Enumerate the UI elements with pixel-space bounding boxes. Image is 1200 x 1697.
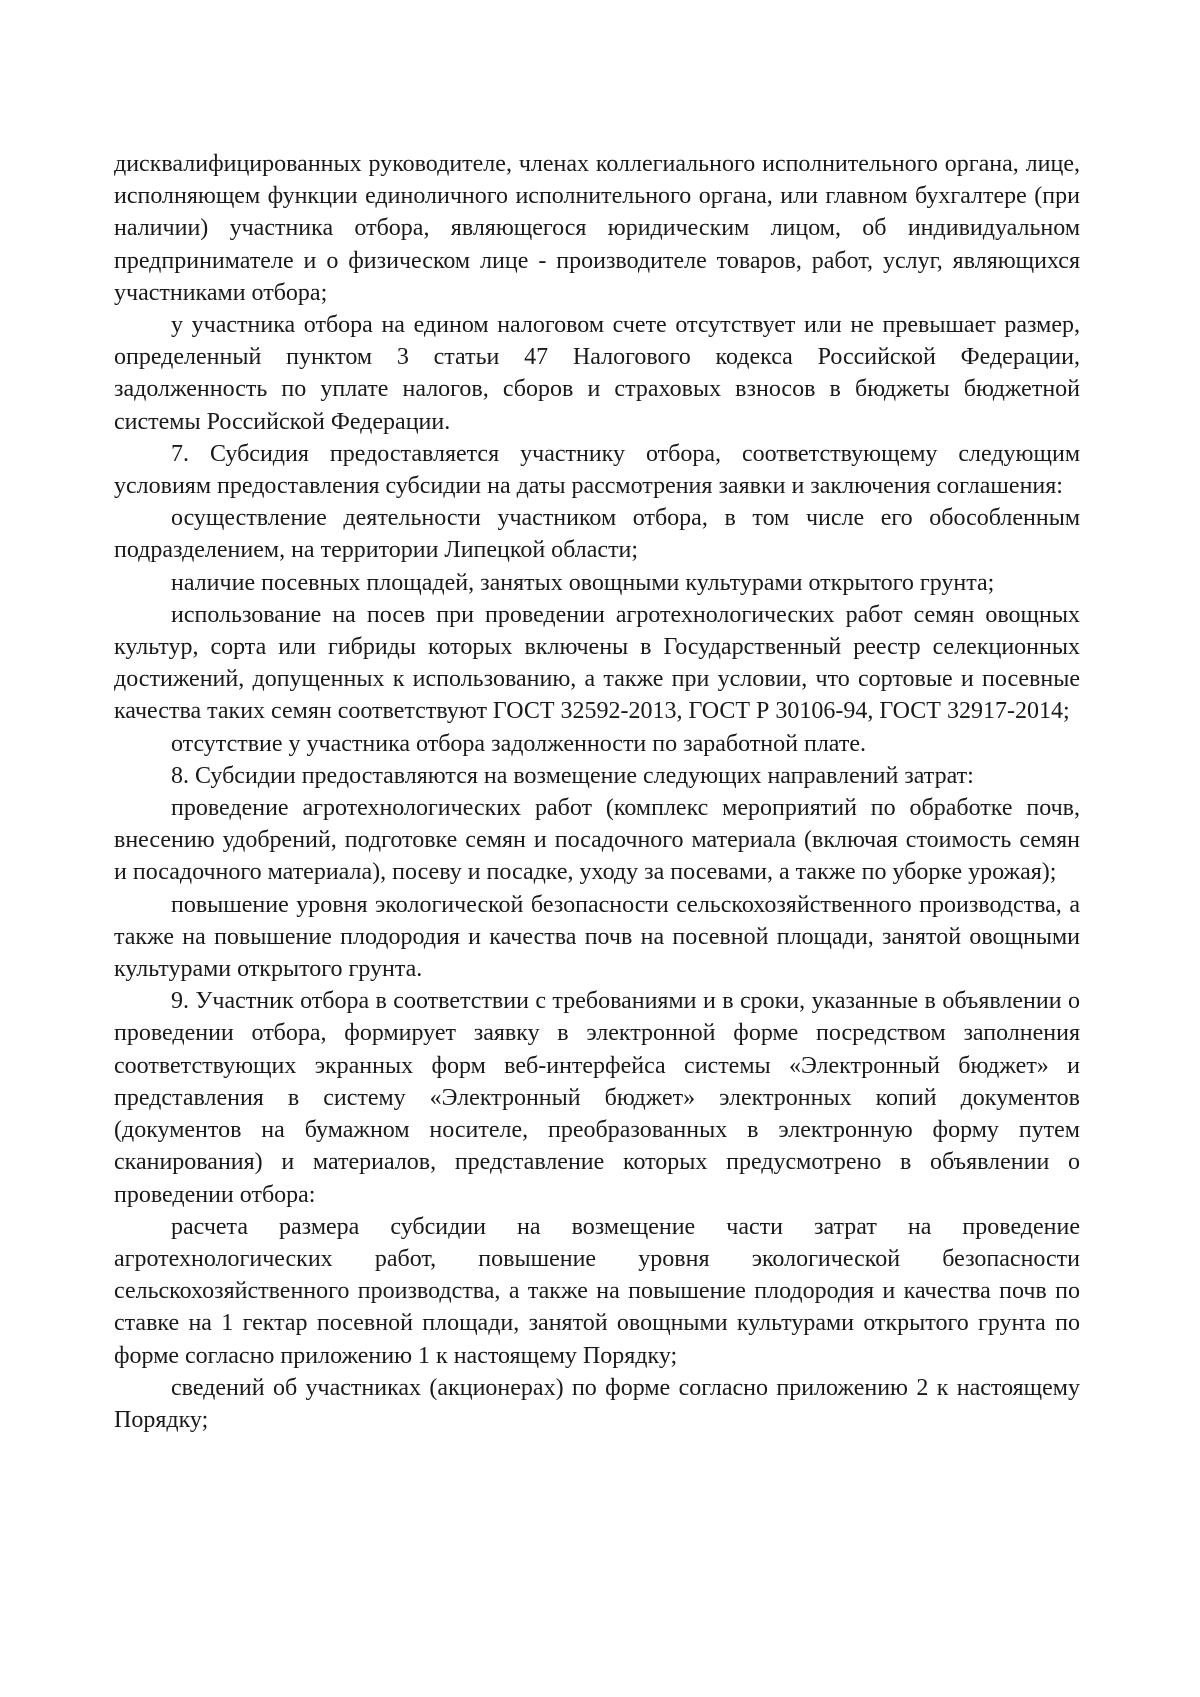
paragraph: сведений об участниках (акционерах) по форме согласно приложению 2 к настоящему Порядку; [114, 1374, 1080, 1433]
paragraph: расчета размера субсидии на возмещение части затрат на проведение агротехнологических работ, повышение уровня экологической безопасности сельскохозяйственного производства, а также на повышение плодородия и качества почв по ставке на 1 гектар посевной площади, занятой овощными культурами открытого грунта по форме согласно приложению 1 к настоящему Порядку; [114, 1213, 1080, 1369]
document-page [114, 148, 1080, 1436]
paragraph: отсутствие у участника отбора задолженности по заработной плате. [171, 730, 866, 757]
paragraph: использование на посев при проведении агротехнологических работ семян овощных культур, сорта или гибриды которых включены в Государственный реестр селекционных достижений, допущенных к использованию, а также при условии, что сортовые и посевные качества таких семян соответствуют ГОСТ 32592-2013, ГОСТ Р 30106-94, ГОСТ 32917-2014; [114, 601, 1080, 725]
paragraph: 8. Субсидии предоставляются на возмещение следующих направлений затрат: [171, 762, 974, 789]
paragraph: повышение уровня экологической безопасности сельскохозяйственного производства, а также на повышение плодородия и качества почв на посевной площади, занятой овощными культурами открытого грунта. [114, 891, 1080, 983]
paragraph: дисквалифицированных руководителе, членах коллегиального исполнительного органа, лице, исполняющем функции единоличного исполнительного органа, или главном бухгалтере (при наличии) участника отбора, являющегося юридическим лицом, об индивидуальном предпринимателе и о физическом лице - производителе товаров, работ, услуг, являющихся участниками отбора; [114, 151, 1080, 306]
paragraph: 9. Участник отбора в соответствии с требованиями и в сроки, указанные в объявлении о проведении отбора, формирует заявку в электронной форме посредством заполнения соответствующих экранных форм веб-интерфейса системы «Электронный бюджет» и представления в систему «Электронный бюджет» электронных копий документов (документов на бумажном носителе, преобразованных в электронную форму путем сканирования) и материалов, представление которых предусмотрено в объявлении о проведении отбора: [114, 988, 1080, 1208]
paragraph: 7. Субсидия предоставляется участнику отбора, соответствующему следующим условиям предоставления субсидии на даты рассмотрения заявки и заключения соглашения: [114, 440, 1080, 500]
paragraph: у участника отбора на едином налоговом счете отсутствует или не превышает размер, определенный пунктом 3 статьи 47 Налогового кодекса Российской Федерации, задолженность по уплате налогов, сборов и страховых взносов в бюджеты бюджетной системы Российской Федерации. [114, 312, 1080, 435]
paragraph: осуществление деятельности участником отбора, в том числе его обособленным подразделением, на территории Липецкой области; [114, 505, 1080, 564]
paragraph: наличие посевных площадей, занятых овощными культурами открытого грунта; [171, 569, 995, 596]
paragraph: проведение агротехнологических работ (комплекс мероприятий по обработке почв, внесению удобрений, подготовке семян и посадочного материала (включая стоимость семян и посадочного материала), посеву и посадке, уходу за посевами, а также по уборке урожая); [114, 795, 1080, 886]
